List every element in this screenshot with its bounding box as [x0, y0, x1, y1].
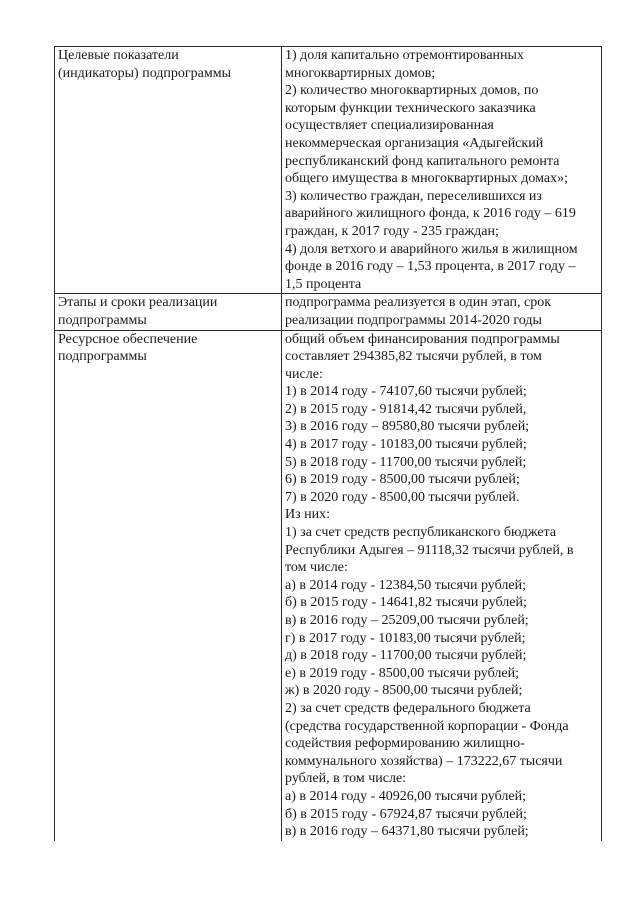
row-value-line: Из них:	[285, 507, 331, 523]
row-value-line: составляет 294385,82 тысячи рублей, в том	[285, 349, 542, 365]
row-label-line: Ресурсное обеспечение	[58, 331, 198, 347]
row-value-line: некоммерческая организация «Адыгейский	[285, 135, 544, 151]
row-value-line: а) в 2014 году - 12384,50 тысячи рублей;	[285, 577, 526, 593]
row-label-line: Этапы и сроки реализации	[58, 295, 218, 311]
row-value-line: б) в 2015 году - 67924,87 тысячи рублей;	[285, 806, 527, 822]
row-label-line: подпрограммы	[58, 312, 147, 328]
row-value-line: 7) в 2020 году - 8500,00 тысячи рублей.	[285, 489, 520, 505]
row-value-line: б) в 2015 году - 14641,82 тысячи рублей;	[285, 595, 527, 611]
row-value-line: общий объем финансирования подпрограммы	[285, 331, 560, 347]
row-value-line: 2) в 2015 году - 91814,42 тысячи рублей,	[285, 401, 527, 417]
row-value-line: е) в 2019 году - 8500,00 тысячи рублей;	[285, 665, 519, 681]
row-value-line: г) в 2017 году - 10183,00 тысячи рублей;	[285, 630, 526, 646]
row-value-line: ж) в 2020 году - 8500,00 тысячи рублей;	[285, 683, 523, 699]
row-value-line: 3) в 2016 году – 89580,80 тысячи рублей;	[285, 419, 530, 435]
row-label-cell	[55, 294, 282, 330]
row-value-cell	[282, 294, 602, 330]
row-value-line: подпрограмма реализуется в один этап, срок	[285, 295, 552, 311]
row-value-line: 3) количество граждан, переселившихся из	[285, 188, 542, 204]
passport-table-body	[55, 47, 602, 841]
row-value-line: осуществляет специализированная	[285, 118, 494, 134]
row-value-line: общего имущества в многоквартирных домах»;	[285, 171, 569, 187]
row-value-line: числе:	[285, 366, 323, 382]
row-value-line: 1,5 процента	[285, 276, 362, 292]
row-value-line: 6) в 2019 году - 8500,00 тысячи рублей;	[285, 472, 520, 488]
row-value-line: 2) за счет средств федерального бюджета	[285, 700, 531, 716]
row-value-line: многоквартирных домов;	[285, 65, 436, 81]
subprogram-passport-table	[54, 46, 602, 841]
row-value-line: коммунального хозяйства) – 173222,67 тысячи	[285, 753, 563, 769]
row-value-line: в) в 2016 году – 25209,00 тысячи рублей;	[285, 613, 529, 628]
row-label-line: подпрограммы	[58, 349, 147, 365]
row-value-line: рублей, в том числе:	[285, 771, 407, 787]
row-value-line: 4) доля ветхого и аварийного жилья в жилищном	[285, 241, 578, 257]
row-value-line: 2) количество многоквартирных домов, по	[285, 83, 539, 99]
row-value-line: 4) в 2017 году - 10183,00 тысячи рублей;	[285, 437, 527, 453]
row-value-line: 1) за счет средств республиканского бюджета	[285, 525, 557, 541]
row-label-cell	[55, 47, 282, 294]
row-label-line: (индикаторы) подпрограммы	[58, 65, 231, 81]
row-value-line: фонде в 2016 году – 1,53 процента, в 2017 году –	[285, 259, 576, 275]
passport-row	[55, 330, 602, 841]
row-label-cell	[55, 330, 282, 841]
row-value-line: 5) в 2018 году - 11700,00 тысячи рублей;	[285, 454, 527, 470]
row-value-line: а) в 2014 году - 40926,00 тысячи рублей;	[285, 788, 526, 804]
row-value-line: которым функции технического заказчика	[285, 100, 536, 116]
row-value-line: содействия реформированию жилищно-	[285, 736, 525, 752]
passport-row	[55, 294, 602, 330]
row-value-line: (средства государственной корпорации - Фонда	[285, 718, 569, 734]
row-value-cell	[282, 47, 602, 294]
row-value-line: Республики Адыгея – 91118,32 тысячи рублей, в	[285, 542, 574, 558]
row-value-line: 1) в 2014 году - 74107,60 тысячи рублей;	[285, 384, 527, 400]
row-value-line: в) в 2016 году – 64371,80 тысячи рублей;	[285, 824, 529, 840]
row-value-line: республиканский фонд капитального ремонта	[285, 153, 560, 169]
row-value-line: том числе:	[285, 560, 348, 576]
row-value-line: 1) доля капитально отремонтированных	[285, 48, 524, 63]
row-label-line: Целевые показатели	[58, 48, 179, 63]
row-value-cell	[282, 330, 602, 841]
passport-row	[55, 47, 602, 294]
row-value-line: д) в 2018 году - 11700,00 тысячи рублей;	[285, 648, 527, 664]
row-value-line: аварийного жилищного фонда, к 2016 году – 619	[285, 206, 576, 222]
row-value-line: граждан, к 2017 году - 235 граждан;	[285, 223, 499, 239]
row-value-line: реализации подпрограммы 2014-2020 годы	[285, 312, 542, 328]
